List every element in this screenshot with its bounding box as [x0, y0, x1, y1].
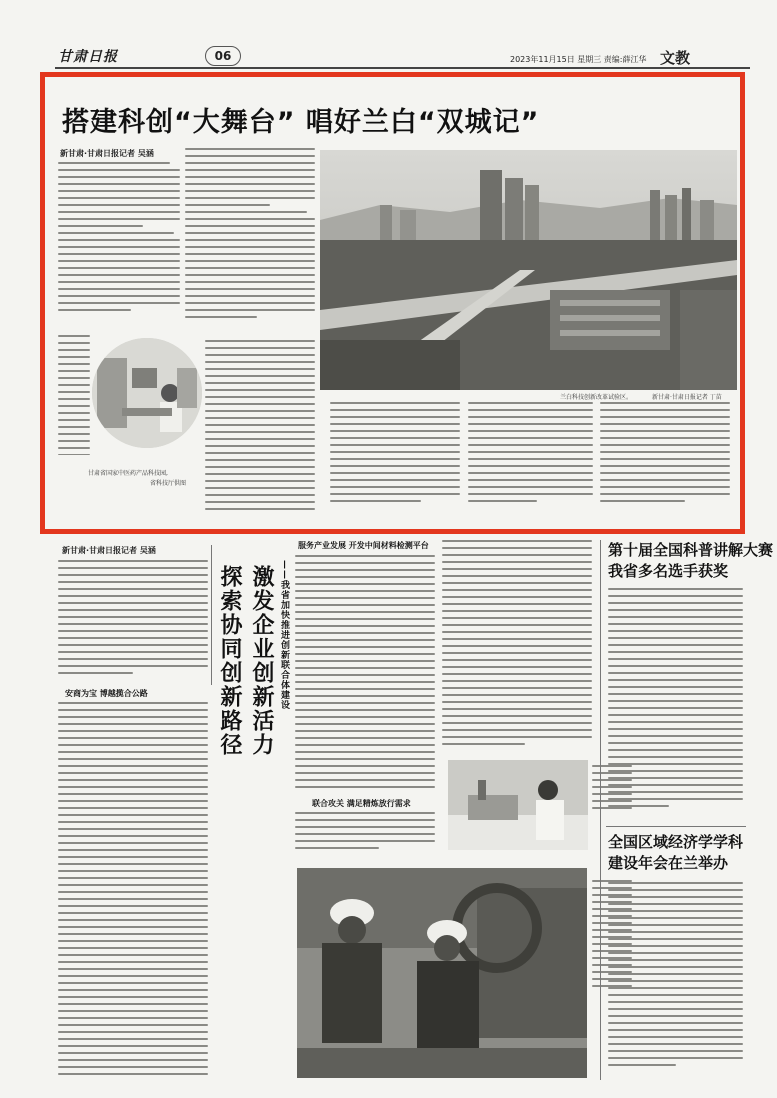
news-1-title-line-1: 第十届全国科普讲解大赛	[608, 541, 774, 559]
news-divider	[606, 826, 746, 827]
lab-photo-caption: 甘肃省国家中医药产品科技园,	[88, 470, 168, 477]
second-text-column-2b	[295, 812, 435, 860]
news-2-body	[608, 882, 743, 1080]
main-headline: 搭建科创“大舞台” 唱好兰白“双城记”	[62, 107, 540, 138]
news-1-body	[608, 588, 743, 820]
news-2-title	[608, 832, 743, 874]
intro-divider	[211, 545, 212, 685]
masthead-rule	[55, 67, 750, 69]
subhead-2: 服务产业发展 开发中间材料检测平台	[298, 541, 429, 550]
main-text-column-4	[468, 402, 593, 510]
lab-worker-photo	[448, 760, 588, 850]
lab-photo	[92, 338, 202, 448]
dateline: 2023年11月15日 星期三 责编:薛江华	[510, 55, 647, 64]
second-text-column-1	[58, 702, 208, 1082]
sidebar-divider	[600, 540, 601, 1080]
vertical-title-2: 激发企业创新活力	[249, 565, 274, 757]
city-aerial-photo	[320, 150, 737, 390]
main-text-column-2	[185, 148, 315, 338]
main-text-column-3	[330, 402, 460, 510]
second-text-column-2	[295, 555, 435, 795]
lab-photo-credit: 省科技厅供图	[150, 480, 187, 487]
second-text-column-3	[442, 540, 592, 752]
page-number: 06	[205, 46, 241, 66]
city-photo-caption	[560, 392, 722, 401]
main-text-column-5	[600, 402, 730, 510]
newspaper-logo: 甘肃日报	[58, 49, 118, 65]
workers-photo	[297, 868, 587, 1078]
main-text-column-2b	[205, 340, 315, 510]
masthead	[0, 0, 777, 67]
city-photo-credit: 新甘肃·甘肃日报记者 丁苗	[651, 394, 722, 401]
news-2-title-line-2: 建设年会在兰举办	[608, 854, 729, 872]
news-2-title-line-1: 全国区域经济学学科	[608, 833, 744, 851]
news-1-title	[608, 540, 773, 582]
vertical-title-1: 探索协同创新路径	[217, 565, 242, 757]
main-text-column-1	[58, 162, 180, 330]
section-name: 文教	[660, 49, 691, 67]
main-text-column-1b	[58, 335, 90, 455]
city-photo-caption-text: 兰白科技创新改革试验区。	[560, 394, 633, 401]
subhead-1: 安商为宝 博越揽合公路	[65, 689, 148, 698]
main-byline: 新甘肃·甘肃日报记者 吴涵	[60, 149, 154, 158]
subhead-3: 联合攻关 满足精炼放行需求	[312, 799, 411, 808]
second-intro-text	[58, 560, 208, 680]
second-byline: 新甘肃·甘肃日报记者 吴涵	[62, 546, 156, 555]
vertical-subtitle: ——我省加快推进创新联合体建设	[279, 560, 289, 710]
news-1-title-line-2: 我省多名选手获奖	[608, 562, 729, 580]
